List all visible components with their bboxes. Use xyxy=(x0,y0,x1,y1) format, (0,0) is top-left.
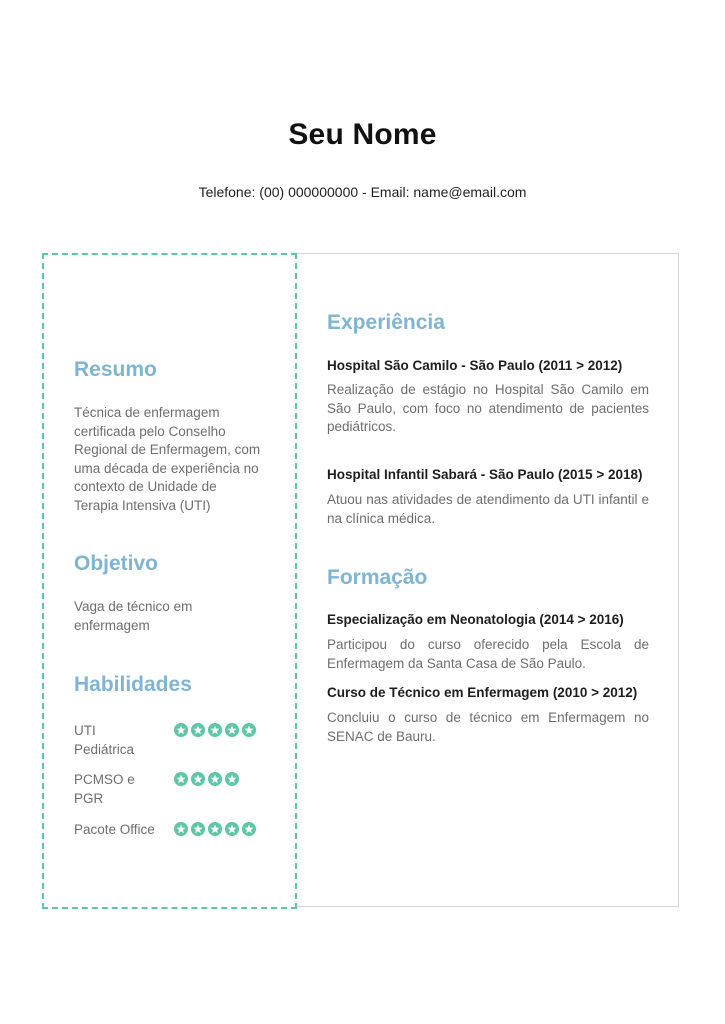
star-icon xyxy=(191,822,205,836)
star-icon xyxy=(208,723,222,737)
resumo-heading: Resumo xyxy=(74,358,157,381)
skill-name: PCMSO e PGR xyxy=(74,772,135,806)
objetivo-heading: Objetivo xyxy=(74,552,159,575)
skill-rating xyxy=(174,772,239,786)
star-icon xyxy=(191,772,205,786)
star-icon xyxy=(225,772,239,786)
skill-rating xyxy=(174,822,256,836)
experiencia-heading: Experiência xyxy=(327,311,445,334)
skill-name: Pacote Office xyxy=(74,822,155,837)
experience-description: Atuou nas atividades de atendimento da UTI infantil e na clínica médica. xyxy=(327,492,649,526)
experience-title: Hospital Infantil Sabará - São Paulo (2015 > 2018) xyxy=(327,467,643,482)
star-icon xyxy=(225,822,239,836)
formacao-heading: Formação xyxy=(327,566,428,589)
star-icon xyxy=(242,723,256,737)
skill-rating xyxy=(174,723,256,737)
star-icon xyxy=(242,822,256,836)
resume-name: Seu Nome xyxy=(288,118,437,151)
star-icon xyxy=(208,822,222,836)
experience-title: Hospital São Camilo - São Paulo (2011 > 2012) xyxy=(327,358,623,373)
star-icon xyxy=(174,822,188,836)
habilidades-heading: Habilidades xyxy=(74,673,192,696)
education-title: Curso de Técnico em Enfermagem (2010 > 2012) xyxy=(327,685,638,700)
sidebar-panel xyxy=(42,253,297,909)
skill-name: UTI Pediátrica xyxy=(74,723,135,757)
contact-line: Telefone: (00) 000000000 - Email: name@email.com xyxy=(198,184,527,200)
star-icon xyxy=(174,772,188,786)
education-description: Concluiu o curso de técnico em Enfermagem no SENAC de Bauru. xyxy=(327,710,649,744)
star-icon xyxy=(225,723,239,737)
star-icon xyxy=(191,723,205,737)
resumo-text: Técnica de enfermagem certificada pelo Conselho Regional de Enfermagem, com uma década de experiência no contexto de Unidade de Terapia Intensiva (UTI) xyxy=(74,405,261,513)
education-title: Especialização em Neonatologia (2014 > 2016) xyxy=(327,612,624,627)
education-description: Participou do curso oferecido pela Escola de Enfermagem da Santa Casa de São Paulo. xyxy=(327,637,649,671)
objetivo-text: Vaga de técnico em enfermagem xyxy=(74,599,193,633)
experience-description: Realização de estágio no Hospital São Camilo em São Paulo, com foco no atendimento de pacientes pediátricos. xyxy=(327,382,649,434)
star-icon xyxy=(208,772,222,786)
star-icon xyxy=(174,723,188,737)
